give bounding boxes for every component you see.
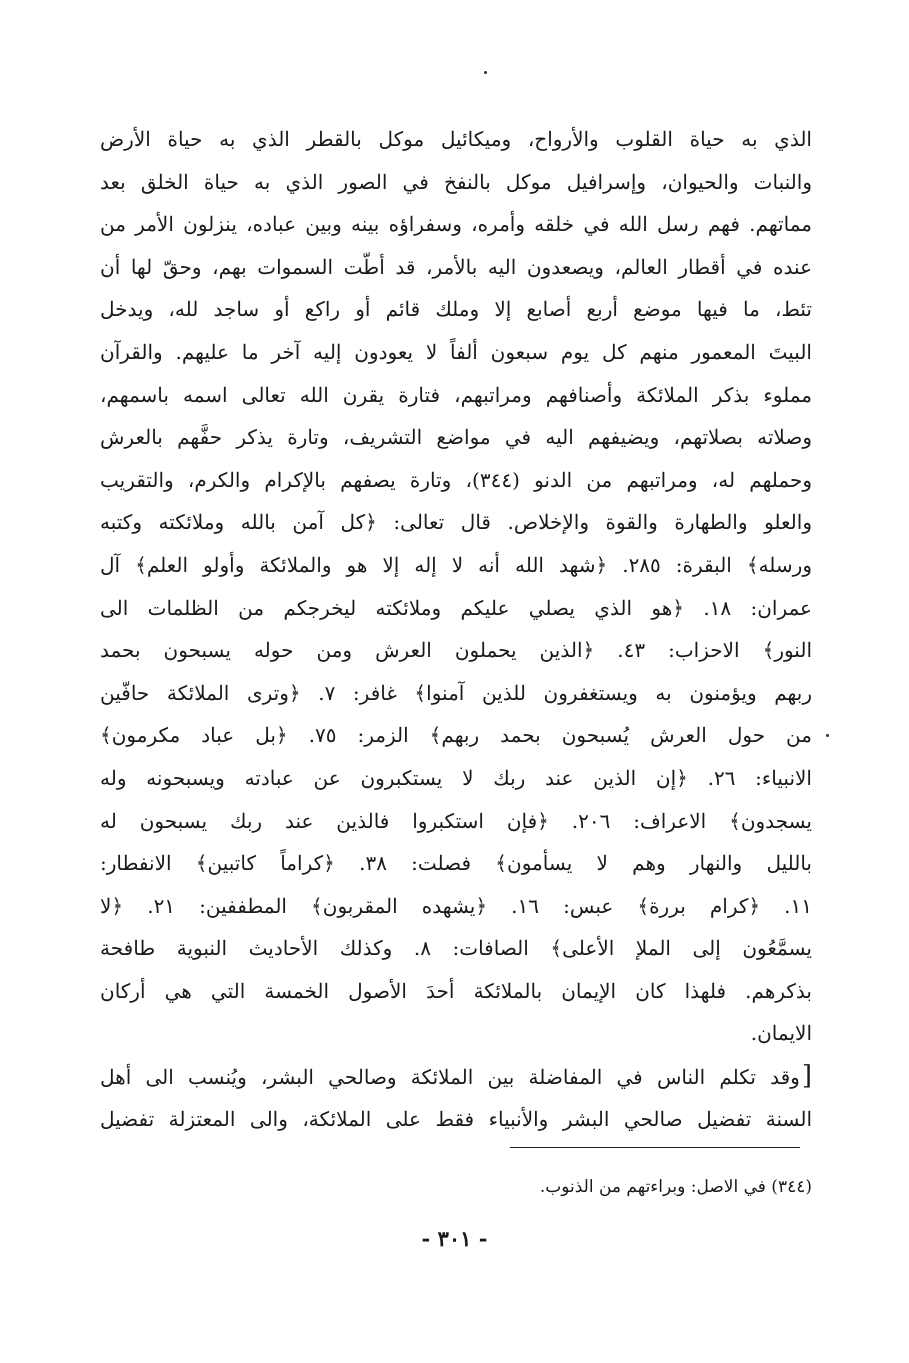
text-line: الذي به حياة القلوب والأرواح، وميكائيل موكل بالقطر الذي به حياة الأرض [100, 127, 812, 151]
text-line-paragraph-end: الايمان. [750, 1021, 812, 1046]
text-line: ربهم ويؤمنون به ويستغفرون للذين آمنوا﴾ غافر: ٧. ﴿وترى الملائكة حافّين [100, 680, 812, 705]
text-line: السنة تفضيل صالحي البشر والأنبياء فقط على الملائكة، والى المعتزلة تفضيل [100, 1106, 812, 1131]
scan-speck [484, 71, 487, 74]
text-line: وقد تكلم الناس في المفاضلة بين الملائكة وصالحي البشر، ويُنسب الى أهل [100, 1065, 800, 1090]
text-line: وصلاته بصلاتهم، ويضيفهم اليه في مواضع التشريف، وتارة يذكر حفَّهم بالعرش [100, 425, 812, 450]
text-line: ورسله﴾ البقرة: ٢٨٥. ﴿شهد الله أنه لا إله إلا هو والملائكة وأولو العلم﴾ آل [100, 552, 812, 577]
paragraph-start-line [100, 1055, 812, 1098]
text-line: من حول العرش يُسبحون بحمد ربهم﴾ الزمر: ٧٥. ﴿بل عباد مكرمون﴾ [100, 723, 812, 748]
paragraph-bracket-mark: [ [801, 1061, 812, 1092]
page-number: - ٣٠١ - [421, 1226, 488, 1251]
main-body-text [100, 118, 812, 1140]
text-line: مماتهم. فهم رسل الله في خلقه وأمره، وسفراؤه بينه وبين عباده، ينزلون الأمر من [100, 212, 812, 237]
text-line: البيتَ المعمور منهم كل يوم سبعون ألفاً لا يعودون إليه آخر ما عليهم. والقرآن [100, 339, 812, 364]
text-line: عنده في أقطار العالم، ويصعدون اليه بالأمر، قد أطّت السموات بهم، وحقّ لها أن [100, 254, 812, 279]
text-line: يسمَّعُون إلى الملإ الأعلى﴾ الصافات: ٨. وكذلك الأحاديث النبوية طافحة [100, 936, 812, 961]
text-line: وحملهم له، ومراتبهم من الدنو (٣٤٤)، وتارة يصفهم بالإكرام والكرم، والتقريب [100, 467, 812, 492]
text-line: عمران: ١٨. ﴿هو الذي يصلي عليكم وملائكته ليخرجكم من الظلمات الى [100, 595, 812, 620]
text-line: تئط، ما فيها موضع أربع أصابع إلا وملك قائم أو راكع أو ساجد لله، ويدخل [100, 297, 812, 322]
text-line: بالليل والنهار وهم لا يسأمون﴾ فصلت: ٣٨. ﴿كراماً كاتبين﴾ الانفطار: [100, 851, 812, 876]
text-line: الانبياء: ٢٦. ﴿إن الذين عند ربك لا يستكبرون عن عبادته ويسبحونه وله [100, 765, 812, 790]
text-line: بذكرهم. فلهذا كان الإيمان بالملائكة أحدَ الأصول الخمسة التي هي أركان [100, 978, 812, 1003]
scan-speck [826, 734, 829, 737]
text-line: النور﴾ الاحزاب: ٤٣. ﴿الذين يحملون العرش ومن حوله يسبحون بحمد [100, 638, 812, 663]
text-line: يسجدون﴾ الاعراف: ٢٠٦. ﴿فإن استكبروا فالذين عند ربك يسبحون له [100, 808, 812, 833]
footnote: (٣٤٤) في الاصل: وبراءتهم من الذنوب. [539, 1177, 812, 1197]
text-line: والنبات والحيوان، وإسرافيل موكل بالنفخ في الصور الذي به حياة الخلق بعد [100, 169, 812, 194]
text-line: والعلو والطهارة والقوة والإخلاص. قال تعالى: ﴿كل آمن بالله وملائكته وكتبه [100, 510, 812, 535]
text-line: ١١. ﴿كرام بررة﴾ عبس: ١٦. ﴿يشهده المقربون﴾ المطففين: ٢١. ﴿لا [100, 893, 812, 918]
footnote-divider [510, 1147, 800, 1148]
text-line: مملوء بذكر الملائكة وأصنافهم ومراتبهم، فتارة يقرن الله تعالى اسمه باسمهم، [100, 382, 812, 407]
